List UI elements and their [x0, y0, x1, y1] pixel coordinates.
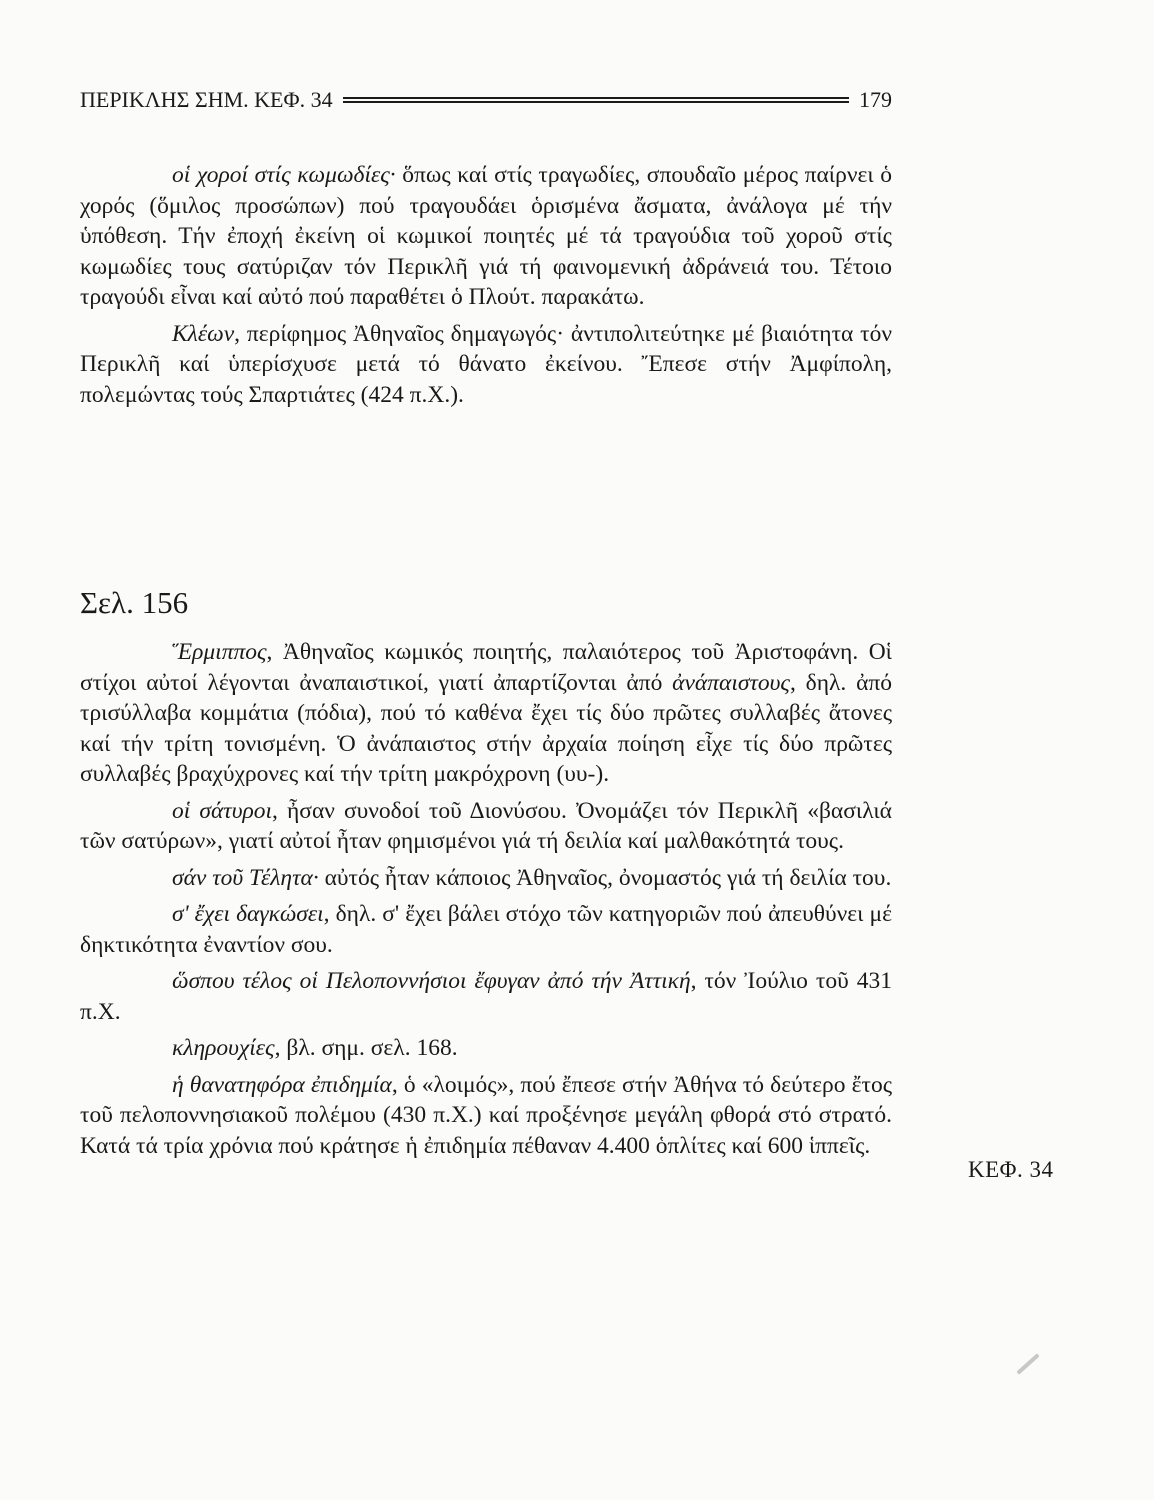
lemma: ὥσπου τέλος οἱ Πελοποννήσιοι ἔφυγαν ἀπό τήν Ἀττική: [172, 968, 691, 994]
note-text: , δηλ. σ' ἔχει βάλει στόχο τῶν κατηγοριῶν πού ἀπευθύνει μέ δηκτικότητα ἐναντίον σου.: [80, 901, 892, 958]
lemma: ἡ θανατηφόρα ἐπιδημία: [172, 1071, 392, 1098]
note-text: , τόν Ἰούλιο τοῦ 431 π.Χ.: [80, 968, 893, 1025]
note-text: αὐτός ἦταν κάποιος Ἀθηναῖος, ὀνομαστός γιά τή δειλία του.: [318, 864, 892, 891]
note-entry-choroi: [80, 160, 892, 313]
note-entry-epidimia: [80, 1070, 892, 1162]
header-double-rule: [343, 97, 849, 103]
note-entry-dagkosei: [80, 899, 892, 960]
note-text: , βλ. σημ. σελ. 168.: [274, 1035, 458, 1061]
page-header: [80, 80, 892, 120]
note-text: , περίφημος Ἀθηναῖος δημαγωγός· ἀντιπολιτεύτηκε μέ βιαιότητα τόν Περικλῆ καί ὑπερίσχυσε μετά τό θάνατο ἐκείνου. Ἔπεσε στήν Ἀμφίπολη, πολεμώντας τούς Σπαρτιάτες (424 π.Χ.).: [80, 320, 892, 408]
margin-chapter-note: ΚΕΦ. 34: [968, 1157, 1054, 1182]
running-title: ΠΕΡΙΚΛΗΣ ΣΗΜ. ΚΕΦ. 34: [80, 87, 333, 112]
lemma: σ' ἔχει δαγκώσει: [172, 901, 324, 927]
lemma: κληρουχίες: [172, 1035, 275, 1061]
notes-block-2: [80, 637, 892, 1167]
note-text: , δηλ. ἀπό τρισύλλαβα κομμάτια (πόδια), πού τό καθένα ἔχει τίς δύο πρῶτες συλλαβές ἄτονες καί τήν τρίτη τονισμένη. Ὁ ἀνάπαιστος στήν ἀρχαία ποίηση εἶχε τίς δύο πρῶτες συλλαβές βραχύχρονες καί τήν τρίτη μακρόχρονη (υυ-).: [80, 669, 892, 787]
note-text: , ὁ «λοιμός», πού ἔπεσε στήν Ἀθήνα τό δεύτερο ἔτος τοῦ πελοποννησιακοῦ πολέμου (430 π.Χ.) καί προξένησε μεγάλη φθορά στό στρατό. Κατά τά τρία χρόνια πού κράτησε ἡ ἐπιδημία πέθαναν 4.400 ὁπλίτες καί 600 ἱππεῖς.: [80, 1071, 892, 1159]
lemma-anapaistous: ἀνάπαιστους: [672, 669, 790, 696]
note-entry-peloponnisioi: [80, 966, 892, 1027]
note-text: , ἦσαν συνοδοί τοῦ Διονύσου. Ὀνομάζει τόν Περικλῆ «βασιλιά τῶν σατύρων», γιατί αὐτοί ἦταν φημισμένοι γιά τή δειλία καί μαλθακότητά τους.: [80, 797, 892, 854]
note-entry-telitas: [80, 863, 892, 894]
lemma: Ἕρμιππος: [172, 639, 267, 665]
lemma: οἱ χοροί στίς κωμωδίες·: [172, 162, 396, 188]
note-entry-satyroi: [80, 796, 892, 857]
note-entry-kleon: [80, 319, 892, 411]
note-entry-hermippos: [80, 637, 892, 790]
note-text: , Ἀθηναῖος κωμικός ποιητής, παλαιότερος τοῦ Ἀριστοφάνη. Οἱ στίχοι αὐτοί λέγονται ἀναπαιστικοί, γιατί ἀπαρτίζονται ἀπό: [80, 639, 892, 696]
page-number: 179: [859, 87, 892, 112]
lemma: σάν τοῦ Τέλητα·: [172, 864, 319, 891]
lemma: Κλέων: [172, 320, 235, 347]
notes-block-1: [80, 160, 892, 416]
lemma: οἱ σάτυροι: [172, 797, 273, 824]
pencil-mark: [1016, 1353, 1039, 1375]
note-text: ὅπως καί στίς τραγωδίες, σπουδαῖο μέρος παίρνει ὁ χορός (ὅμιλος προσώπων) πού τραγουδάει ὁρισμένα ἄσματα, ἀνάλογα μέ τήν ὑπόθεση. Τήν ἐποχή ἐκείνη οἱ κωμικοί ποιητές μέ τά τραγούδια τοῦ χοροῦ στίς κωμωδίες τους σατύριζαν τόν Περικλῆ γιά τή φαινομενική ἀδράνειά του. Τέτοιο τραγούδι εἶναι καί αὐτό πού παραθέτει ὁ Πλούτ. παρακάτω.: [80, 162, 892, 310]
note-entry-klirouchies: [80, 1033, 892, 1064]
section-heading: Σελ. 156: [80, 585, 189, 620]
